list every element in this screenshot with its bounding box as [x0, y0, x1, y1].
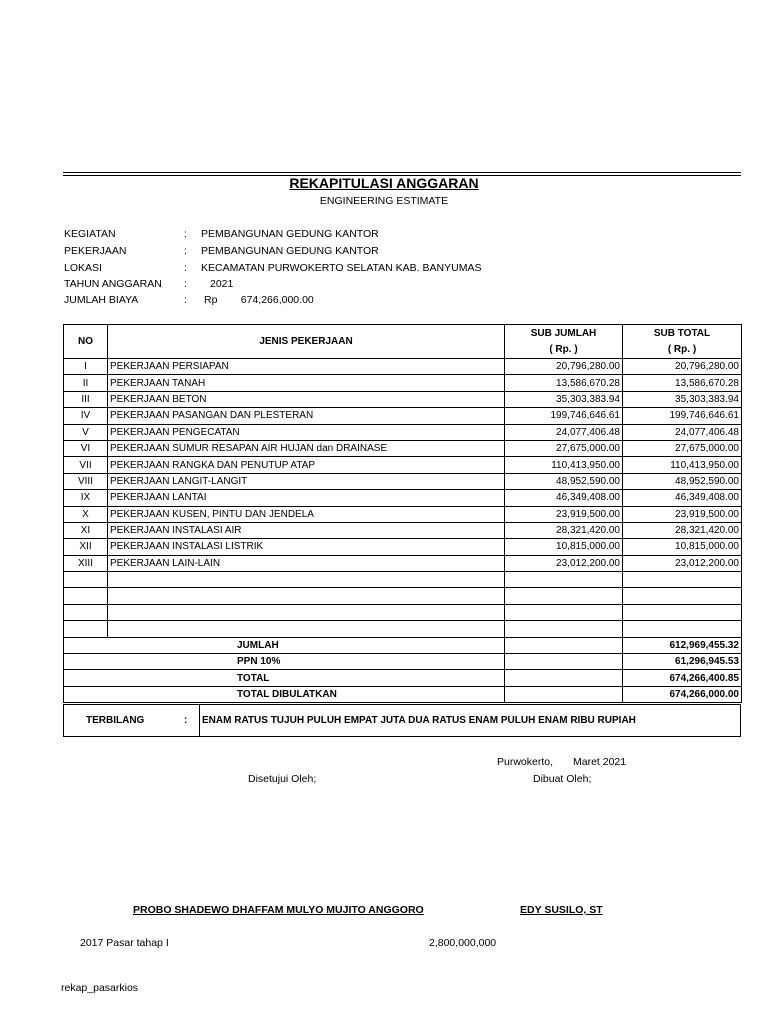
row-sub-total: 23,919,500.00 — [623, 506, 742, 522]
empty-row — [64, 604, 742, 620]
summary-label: JUMLAH — [64, 637, 505, 653]
info-colon: : — [184, 262, 187, 274]
summary-value: 61,296,945.53 — [623, 654, 742, 670]
row-jenis-pekerjaan: PEKERJAAN KUSEN, PINTU DAN JENDELA — [108, 506, 505, 522]
terbilang-label: TERBILANG — [86, 715, 145, 726]
table-row — [64, 359, 742, 375]
row-sub-jumlah: 20,796,280.00 — [505, 359, 623, 375]
empty-cell — [623, 604, 742, 620]
row-jenis-pekerjaan: PEKERJAAN TANAH — [108, 375, 505, 391]
table-row — [64, 391, 742, 407]
empty-row — [64, 621, 742, 637]
row-sub-total: 10,815,000.00 — [623, 539, 742, 555]
info-colon: : — [184, 294, 187, 306]
row-sub-jumlah: 110,413,950.00 — [505, 457, 623, 473]
info-value: Rp 674,266,000.00 — [204, 294, 314, 306]
row-sub-total: 27,675,000.00 — [623, 440, 742, 456]
row-sub-total: 46,349,408.00 — [623, 490, 742, 506]
row-jenis-pekerjaan: PEKERJAAN LANGIT-LANGIT — [108, 473, 505, 489]
empty-cell — [505, 572, 623, 588]
empty-row — [64, 572, 742, 588]
row-jenis-pekerjaan: PEKERJAAN PENGECATAN — [108, 424, 505, 440]
summary-row — [64, 637, 742, 653]
empty-cell — [505, 621, 623, 637]
row-jenis-pekerjaan: PEKERJAAN LAIN-LAIN — [108, 555, 505, 571]
header-sub-jumlah-label: SUB JUMLAH — [530, 327, 597, 339]
summary-empty-cell — [505, 686, 623, 702]
row-jenis-pekerjaan: PEKERJAAN LANTAI — [108, 490, 505, 506]
row-no: I — [64, 359, 108, 375]
summary-label: PPN 10% — [64, 654, 505, 670]
info-label: TAHUN ANGGARAN — [64, 278, 162, 290]
info-value: PEMBANGUNAN GEDUNG KANTOR — [201, 228, 379, 240]
header-no: NO — [64, 325, 108, 359]
empty-cell — [64, 604, 108, 620]
row-jenis-pekerjaan: PEKERJAAN PASANGAN DAN PLESTERAN — [108, 408, 505, 424]
empty-row — [64, 588, 742, 604]
summary-empty-cell — [505, 654, 623, 670]
approver-name: PROBO SHADEWO DHAFFAM MULYO MUJITO ANGGORO — [133, 904, 424, 916]
row-sub-total: 199,746,646.61 — [623, 408, 742, 424]
row-sub-jumlah: 199,746,646.61 — [505, 408, 623, 424]
empty-cell — [64, 572, 108, 588]
row-no: IX — [64, 490, 108, 506]
row-sub-jumlah: 23,919,500.00 — [505, 506, 623, 522]
row-no: XIII — [64, 555, 108, 571]
row-sub-total: 48,952,590.00 — [623, 473, 742, 489]
summary-empty-cell — [505, 637, 623, 653]
table-row — [64, 457, 742, 473]
info-label: LOKASI — [64, 262, 102, 274]
footer-amount: 2,800,000,000 — [429, 937, 497, 949]
table-row — [64, 473, 742, 489]
row-sub-total: 20,796,280.00 — [623, 359, 742, 375]
info-colon: : — [184, 228, 187, 240]
header-sub-jumlah — [505, 325, 623, 359]
info-value: KECAMATAN PURWOKERTO SELATAN KAB. BANYUMAS — [201, 262, 482, 274]
empty-cell — [64, 621, 108, 637]
table-row — [64, 375, 742, 391]
row-jenis-pekerjaan: PEKERJAAN SUMUR RESAPAN AIR HUJAN dan DRAINASE — [108, 440, 505, 456]
empty-cell — [623, 621, 742, 637]
summary-value: 674,266,400.85 — [623, 670, 742, 686]
empty-cell — [108, 588, 505, 604]
row-sub-total: 13,586,670.28 — [623, 375, 742, 391]
row-no: VII — [64, 457, 108, 473]
sheet-name: rekap_pasarkios — [61, 982, 139, 994]
summary-row — [64, 654, 742, 670]
row-sub-jumlah: 24,077,406.48 — [505, 424, 623, 440]
table-row — [64, 408, 742, 424]
maker-name: EDY SUSILO, ST — [520, 904, 603, 916]
empty-cell — [505, 588, 623, 604]
row-sub-jumlah: 13,586,670.28 — [505, 375, 623, 391]
row-no: XII — [64, 539, 108, 555]
info-value: PEMBANGUNAN GEDUNG KANTOR — [201, 245, 379, 257]
footer-note: 2017 Pasar tahap I — [80, 937, 169, 949]
row-sub-jumlah: 10,815,000.00 — [505, 539, 623, 555]
summary-value: 612,969,455.32 — [623, 637, 742, 653]
row-jenis-pekerjaan: PEKERJAAN RANGKA DAN PENUTUP ATAP — [108, 457, 505, 473]
approved-by-label: Disetujui Oleh; — [248, 773, 317, 785]
signature-date: Maret 2021 — [573, 756, 627, 768]
header-sub-total-label: SUB TOTAL — [653, 327, 711, 339]
row-sub-jumlah: 48,952,590.00 — [505, 473, 623, 489]
empty-cell — [64, 588, 108, 604]
summary-label: TOTAL DIBULATKAN — [64, 686, 505, 702]
row-no: VIII — [64, 473, 108, 489]
empty-cell — [108, 572, 505, 588]
row-no: XI — [64, 522, 108, 538]
row-sub-jumlah: 23,012,200.00 — [505, 555, 623, 571]
table-row — [64, 490, 742, 506]
info-label: JUMLAH BIAYA — [64, 294, 139, 306]
row-sub-jumlah: 28,321,420.00 — [505, 522, 623, 538]
top-rule-1 — [63, 172, 741, 173]
row-sub-total: 23,012,200.00 — [623, 555, 742, 571]
table-row — [64, 522, 742, 538]
table-row — [64, 506, 742, 522]
header-sub-total-unit: ( Rp. ) — [667, 343, 697, 355]
info-colon: : — [184, 245, 187, 257]
table-row — [64, 424, 742, 440]
row-jenis-pekerjaan: PEKERJAAN BETON — [108, 391, 505, 407]
info-colon: : — [184, 278, 187, 290]
row-no: IV — [64, 408, 108, 424]
header-sub-jumlah-unit: ( Rp. ) — [549, 343, 578, 355]
summary-empty-cell — [505, 670, 623, 686]
summary-row — [64, 670, 742, 686]
summary-row — [64, 686, 742, 702]
document-subtitle: ENGINEERING ESTIMATE — [319, 195, 449, 207]
header-jenis-pekerjaan: JENIS PEKERJAAN — [108, 325, 505, 359]
row-no: III — [64, 391, 108, 407]
row-sub-total: 110,413,950.00 — [623, 457, 742, 473]
empty-cell — [108, 604, 505, 620]
table-row — [64, 539, 742, 555]
terbilang-divider — [199, 705, 200, 736]
row-jenis-pekerjaan: PEKERJAAN INSTALASI AIR — [108, 522, 505, 538]
terbilang-box — [63, 704, 741, 737]
terbilang-text: ENAM RATUS TUJUH PULUH EMPAT JUTA DUA RATUS ENAM PULUH ENAM RIBU RUPIAH — [202, 715, 636, 726]
info-label: PEKERJAAN — [64, 245, 127, 257]
header-sub-total — [623, 325, 742, 359]
empty-cell — [505, 604, 623, 620]
row-sub-total: 35,303,383.94 — [623, 391, 742, 407]
row-sub-jumlah: 35,303,383.94 — [505, 391, 623, 407]
row-no: V — [64, 424, 108, 440]
empty-cell — [623, 572, 742, 588]
row-jenis-pekerjaan: PEKERJAAN INSTALASI LISTRIK — [108, 539, 505, 555]
row-sub-total: 28,321,420.00 — [623, 522, 742, 538]
summary-label: TOTAL — [64, 670, 505, 686]
row-sub-jumlah: 46,349,408.00 — [505, 490, 623, 506]
info-value: 2021 — [210, 278, 234, 290]
row-no: X — [64, 506, 108, 522]
rekap-table — [63, 324, 742, 703]
summary-value: 674,266,000.00 — [623, 686, 742, 702]
made-by-label: Dibuat Oleh; — [533, 773, 592, 785]
row-no: VI — [64, 440, 108, 456]
document-title: REKAPITULASI ANGGARAN — [289, 175, 479, 191]
empty-cell — [623, 588, 742, 604]
row-sub-jumlah: 27,675,000.00 — [505, 440, 623, 456]
table-row — [64, 555, 742, 571]
row-no: II — [64, 375, 108, 391]
signature-place: Purwokerto, — [497, 756, 554, 768]
terbilang-colon: : — [184, 715, 188, 726]
empty-cell — [108, 621, 505, 637]
info-label: KEGIATAN — [64, 228, 116, 240]
row-sub-total: 24,077,406.48 — [623, 424, 742, 440]
row-jenis-pekerjaan: PEKERJAAN PERSIAPAN — [108, 359, 505, 375]
table-row — [64, 440, 742, 456]
table-header-row — [64, 325, 742, 359]
